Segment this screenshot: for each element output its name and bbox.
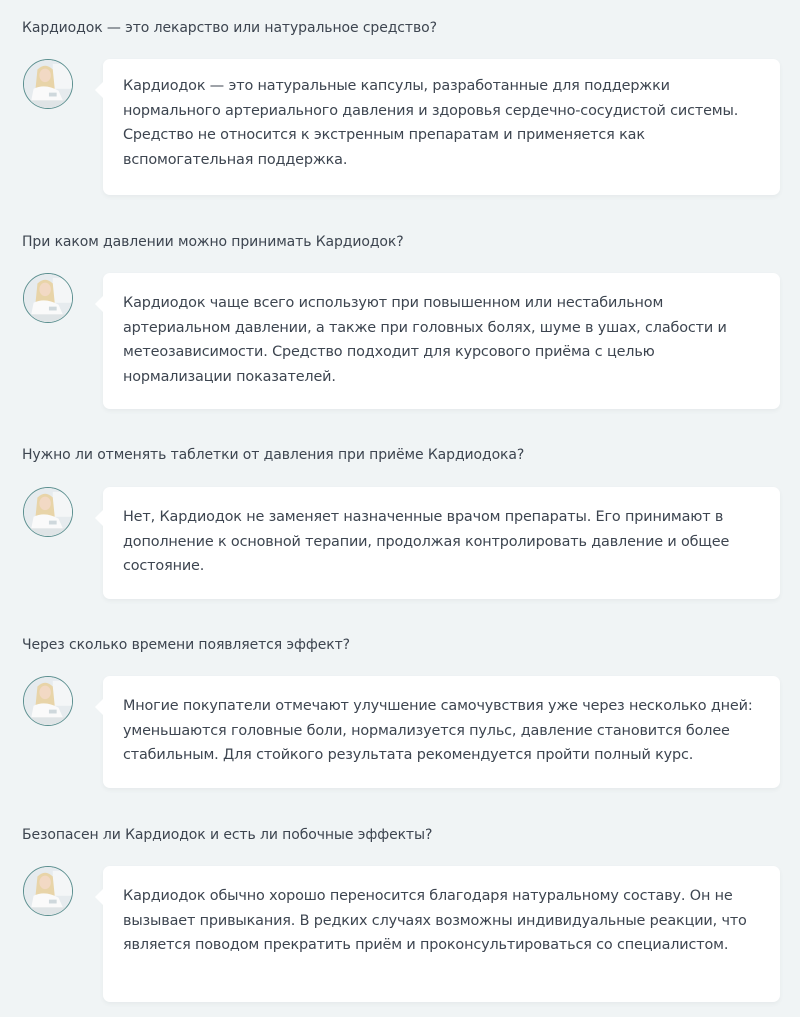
faq-answer-card <box>103 866 780 1002</box>
avatar-photo-icon <box>24 60 72 108</box>
faq-question: Кардиодок — это лекарство или натуральное средство? <box>22 20 437 36</box>
avatar-photo-icon <box>24 274 72 322</box>
faq-answer: Многие покупатели отмечают улучшение самочувствия уже через несколько дней: уменьшаются головные боли, нормализуется пульс, давление становится более стабильным. Для стойкого результата рекомендуется пройти полный курс. <box>123 698 753 763</box>
avatar-photo-icon <box>24 488 72 536</box>
faq-answer-card <box>103 487 780 599</box>
avatar-photo-icon <box>24 677 72 725</box>
faq-answer-card <box>103 676 780 788</box>
consultant-avatar <box>23 59 73 109</box>
consultant-avatar <box>23 866 73 916</box>
faq-answer: Нет, Кардиодок не заменяет назначенные врачом препараты. Его принимают в дополнение к основной терапии, продолжая контролировать давление и общее состояние. <box>123 509 730 574</box>
consultant-avatar <box>23 487 73 537</box>
faq-question: Через сколько времени появляется эффект? <box>22 637 351 653</box>
faq-answer: Кардиодок обычно хорошо переносится благодаря натуральному составу. Он не вызывает привыкания. В редких случаях возможны индивидуальные реакции, что является поводом прекратить приём и проконсультироваться со специалистом. <box>123 888 747 953</box>
faq-question: Безопасен ли Кардиодок и есть ли побочные эффекты? <box>22 827 433 843</box>
faq-answer: Кардиодок — это натуральные капсулы, разработанные для поддержки нормального артериального давления и здоровья сердечно-сосудистой системы. Средство не относится к экстренным препаратам и применяется как вспомогательная поддержка. <box>123 78 739 168</box>
faq-question: При каком давлении можно принимать Кардиодок? <box>22 234 404 250</box>
faq-answer: Кардиодок чаще всего используют при повышенном или нестабильном артериальном давлении, а также при головных болях, шуме в ушах, слабости и метеозависимости. Средство подходит для курсового приёма с целью нормализации показателей. <box>123 295 727 385</box>
faq-answer-card <box>103 59 780 195</box>
faq-answer-card <box>103 273 780 409</box>
avatar-photo-icon <box>24 867 72 915</box>
faq-question: Нужно ли отменять таблетки от давления при приёме Кардиодока? <box>22 447 525 463</box>
consultant-avatar <box>23 676 73 726</box>
consultant-avatar <box>23 273 73 323</box>
